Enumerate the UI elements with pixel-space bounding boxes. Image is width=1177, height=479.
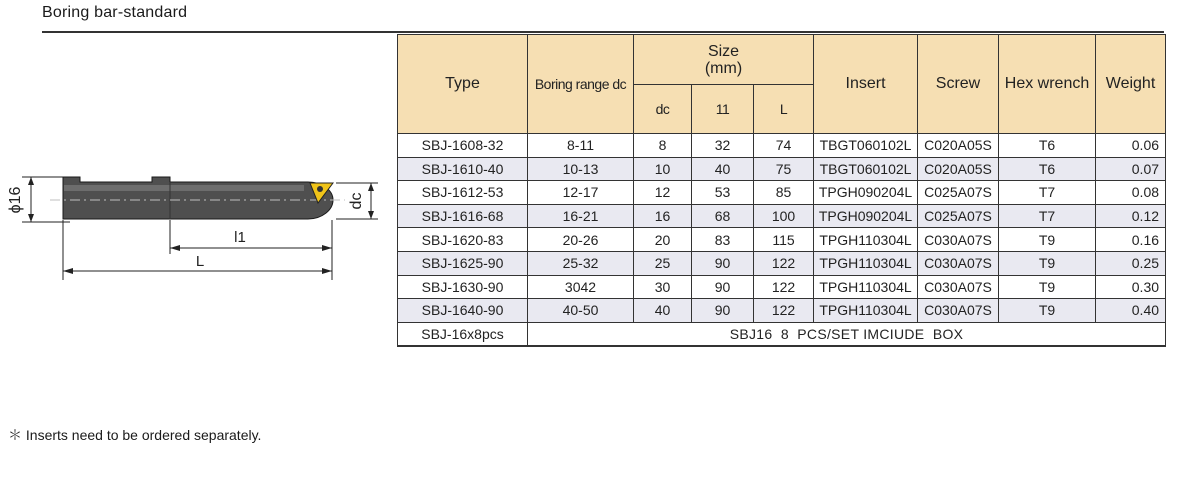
cell-weight: 0.08: [1096, 181, 1166, 205]
cell-wrench: T9: [999, 299, 1096, 323]
cell-dc: 12: [634, 181, 692, 205]
cell-insert: TPGH110304L: [814, 251, 918, 275]
cell-insert: TPGH110304L: [814, 275, 918, 299]
cell-wrench: T7: [999, 181, 1096, 205]
cell-weight: 0.16: [1096, 228, 1166, 252]
diameter-dimension: [7, 177, 70, 222]
col-header-type: Type: [398, 35, 528, 134]
cell-dc: 10: [634, 157, 692, 181]
cell-weight: 0.06: [1096, 134, 1166, 158]
col-header-insert: Insert: [814, 35, 918, 134]
cell-weight: 0.30: [1096, 275, 1166, 299]
cell-range: 3042: [528, 275, 634, 299]
cell-l1: 90: [692, 275, 754, 299]
l1-label: l1: [234, 229, 246, 246]
cell-l: 75: [754, 157, 814, 181]
cell-range: 16-21: [528, 204, 634, 228]
cell-insert: TPGH110304L: [814, 299, 918, 323]
cell-range: 40-50: [528, 299, 634, 323]
cell-l1: 68: [692, 204, 754, 228]
cell-l: 85: [754, 181, 814, 205]
cell-screw: C025A07S: [918, 204, 999, 228]
spec-table: [397, 34, 1166, 347]
col-header-screw: Screw: [918, 35, 999, 134]
cell-dc: 40: [634, 299, 692, 323]
table-row-set: [398, 322, 1166, 346]
col-header-weight: Weight: [1096, 35, 1166, 134]
cell-dc: 8: [634, 134, 692, 158]
cell-insert: TPGH110304L: [814, 228, 918, 252]
cell-screw: C030A07S: [918, 275, 999, 299]
cell-screw: C025A07S: [918, 181, 999, 205]
cell-type: SBJ-1620-83: [398, 228, 528, 252]
cell-weight: 0.40: [1096, 299, 1166, 323]
cell-wrench: T9: [999, 251, 1096, 275]
cell-type: SBJ-1616-68: [398, 204, 528, 228]
bar-body: [50, 177, 345, 219]
cell-type: SBJ-1640-90: [398, 299, 528, 323]
cell-range: 8-11: [528, 134, 634, 158]
cell-dc: 25: [634, 251, 692, 275]
section-title: Boring bar-standard: [42, 4, 188, 21]
cell-range: 10-13: [528, 157, 634, 181]
cell-wrench: T7: [999, 204, 1096, 228]
set-note: SBJ16 8 PCS/SET IMCIUDE BOX: [528, 322, 1166, 346]
footnote: ＊ Inserts need to be ordered separately.: [8, 427, 262, 443]
cell-type: SBJ-1608-32: [398, 134, 528, 158]
cell-l1: 83: [692, 228, 754, 252]
cell-type: SBJ-16x8pcs: [398, 322, 528, 346]
cell-type: SBJ-1612-53: [398, 181, 528, 205]
l-dimension: [63, 220, 332, 280]
cell-l: 115: [754, 228, 814, 252]
cell-l1: 90: [692, 299, 754, 323]
size-label: Size: [707, 42, 740, 60]
cell-screw: C030A07S: [918, 299, 999, 323]
cell-l1: 40: [692, 157, 754, 181]
cell-weight: 0.12: [1096, 204, 1166, 228]
cell-screw: C020A05S: [918, 134, 999, 158]
table-row: [398, 275, 1166, 299]
cell-type: SBJ-1625-90: [398, 251, 528, 275]
cell-wrench: T6: [999, 157, 1096, 181]
cell-insert: TBGT060102L: [814, 157, 918, 181]
table-row: [398, 134, 1166, 158]
col-header-l1: 11: [692, 85, 754, 134]
cell-screw: C020A05S: [918, 157, 999, 181]
cell-weight: 0.25: [1096, 251, 1166, 275]
table-row: [398, 157, 1166, 181]
boring-bar-drawing: [0, 140, 398, 290]
cell-screw: C030A07S: [918, 228, 999, 252]
cell-insert: TBGT060102L: [814, 134, 918, 158]
cell-dc: 30: [634, 275, 692, 299]
col-header-hex-wrench: Hex wrench: [999, 35, 1096, 134]
cell-l: 74: [754, 134, 814, 158]
table-row: [398, 228, 1166, 252]
dc-dimension: [336, 183, 378, 219]
cell-wrench: T6: [999, 134, 1096, 158]
table-row: [398, 204, 1166, 228]
cell-l1: 53: [692, 181, 754, 205]
cell-screw: C030A07S: [918, 251, 999, 275]
title-rule: [42, 31, 1164, 33]
cell-type: SBJ-1610-40: [398, 157, 528, 181]
cell-wrench: T9: [999, 275, 1096, 299]
cell-range: 20-26: [528, 228, 634, 252]
col-header-dc: dc: [634, 85, 692, 134]
col-header-boring-range: Boring range dc: [528, 35, 634, 134]
cell-l1: 90: [692, 251, 754, 275]
dc-label: dc: [348, 192, 365, 210]
cell-insert: TPGH090204L: [814, 181, 918, 205]
cell-weight: 0.07: [1096, 157, 1166, 181]
col-header-size: [634, 35, 814, 85]
l-label: L: [195, 253, 205, 270]
cell-range: 12-17: [528, 181, 634, 205]
col-header-l: L: [754, 85, 814, 134]
table-row: [398, 181, 1166, 205]
cell-l: 122: [754, 275, 814, 299]
cell-type: SBJ-1630-90: [398, 275, 528, 299]
diameter-label: ϕ16: [7, 186, 24, 214]
cell-l: 122: [754, 299, 814, 323]
table-row: [398, 251, 1166, 275]
cell-l: 100: [754, 204, 814, 228]
size-unit: (mm): [704, 59, 743, 77]
cell-wrench: T9: [999, 228, 1096, 252]
cell-dc: 16: [634, 204, 692, 228]
cell-dc: 20: [634, 228, 692, 252]
table-row: [398, 299, 1166, 323]
cell-insert: TPGH090204L: [814, 204, 918, 228]
cell-l1: 32: [692, 134, 754, 158]
cell-l: 122: [754, 251, 814, 275]
cell-range: 25-32: [528, 251, 634, 275]
